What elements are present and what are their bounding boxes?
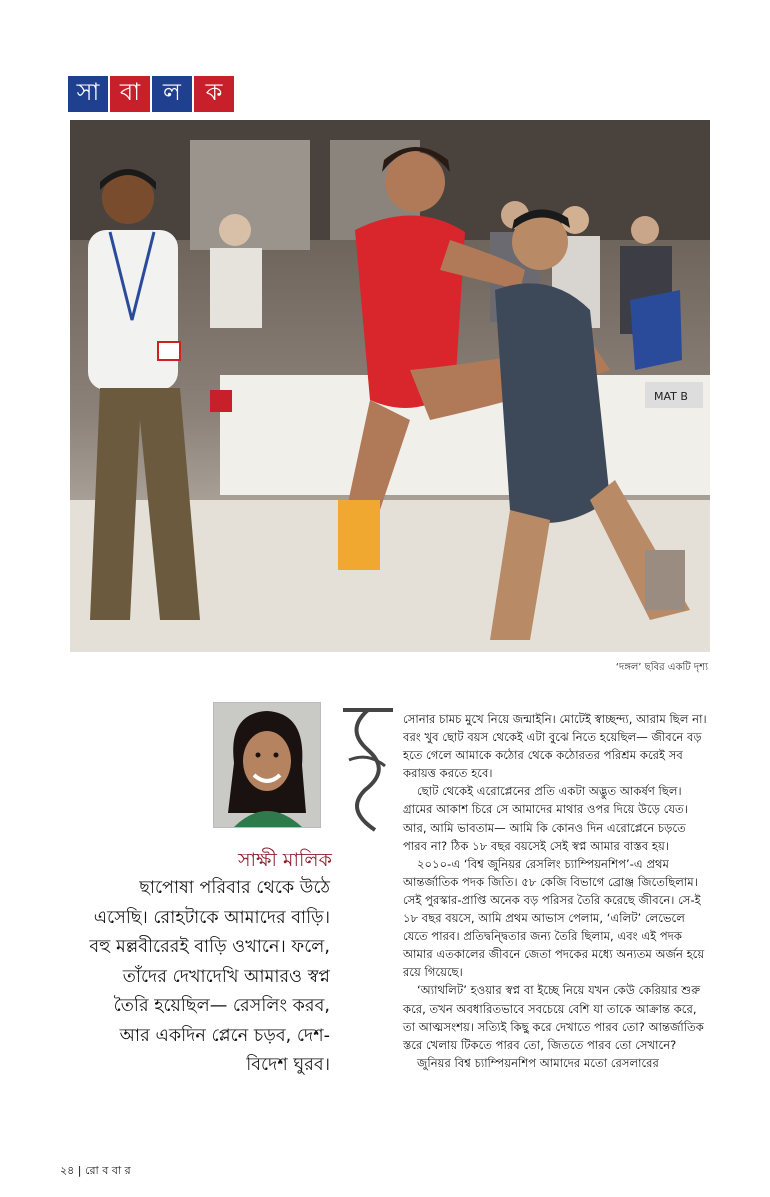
magazine-name: রো ব বা র [85,1164,131,1177]
pull-quote: ছাপোষা পরিবার থেকে উঠে এসেছি। রোহটাকে আমাদের বাড়ি। বহু মল্লবীরেরই বাড়ি ওখানে। ফলে, তাঁদের দেখাদেখি আমারও স্বপ্ন তৈরি হয়েছিল— রেসলিং করব, আর একদিন প্লেনে চড়ব, দেশ-বিদেশ ঘুরব। [89,878,330,1075]
mat-label: MAT B [654,390,688,403]
hero-photo [70,120,710,652]
article-paragraph: জুনিয়র বিশ্ব চ্যাম্পিয়নশিপ আমাদের মতো রেসলারের [417,1055,659,1070]
author-name: সাক্ষী মালিক [238,849,332,871]
section-tile-1: সা [68,76,108,112]
photo-caption: ‘দঙ্গল’ ছবির একটি দৃশ্য [615,662,708,673]
wrestling-scene-image [70,120,710,652]
article-paragraph: ২০১০-এ ‘বিশ্ব জুনিয়র রেসলিং চ্যাম্পিয়নশিপ’-এ প্রথম আন্তর্জাতিক পদক জিতি। ৫৮ কেজি বিভাগে ব্রোঞ্জ জিতেছিলাম। সেই পুরস্কার-প্রাপ্তি অনেক বড় পরিসর তৈরি করেছে জীবনে। সে-ই ১৮ বছর বয়সে, আমি প্রথম আভাস পেলাম, ‘এলিট’ লেভেলে যেতে পারব। প্রতিদ্বন্দ্বিতার জন্য তৈরি ছিলাম, এবং এই পদক আমার এতকালের জীবনে জেতা পদকের মধ্যে অন্যতম অর্জন হয়ে রয়ে গিয়েছে। [403,856,705,980]
article-paragraph: সোনার চামচ মুখে নিয়ে জন্মাইনি। মোটেই স্বাচ্ছন্দ্য, আরাম ছিল না। বরং খুব ছোট বয়স থেকেই এটা বুঝে নিতে হয়েছিল— জীবনে বড় হতে গেলে আমাকে কঠোর থেকে কঠোরতর পরিশ্রম করেই সব করায়ত্ত করতে হবে। [403,712,707,781]
decorative-heading-glyph [335,700,401,840]
folio-separator: | [77,1164,82,1177]
article-paragraph: ছোট থেকেই এরোপ্লেনের প্রতি একটা অদ্ভুত আকর্ষণ ছিল। গ্রামের আকাশ চিরে সে আমাদের মাথার ওপর দিয়ে উড়ে যেত। আর, আমি ভাবতাম— আমি কি কোনও দিন এরোপ্লেনে চড়তে পারব না? ঠিক ১৮ বছর বয়সেই সেই স্বপ্ন আমার বাস্তব হয়। [403,784,688,853]
article-body [403,710,711,1072]
portrait-image [214,703,320,827]
section-tile-4: ক [194,76,234,112]
article-paragraph: ‘অ্যাথলিট’ হওয়ার স্বপ্ন বা ইচ্ছে নিয়ে যখন কেউ কেরিয়ার শুরু করে, তখন অবধারিতভাবে সবচেয়ে বেশি যা তাকে আক্রান্ত করে, তা আত্মসংশয়। সত্যিই কিছু করে দেখাতে পারব তো? আন্তর্জাতিক স্তরে খেলায় টিকতে পারব তো, জিততে পারব তো সেখানে? [403,983,704,1052]
author-portrait [213,702,321,828]
section-tile-2: বা [110,76,150,112]
page-folio [60,1162,131,1181]
page-number: ২৪ [60,1164,75,1177]
section-header [68,76,234,112]
section-tile-3: ল [152,76,192,112]
